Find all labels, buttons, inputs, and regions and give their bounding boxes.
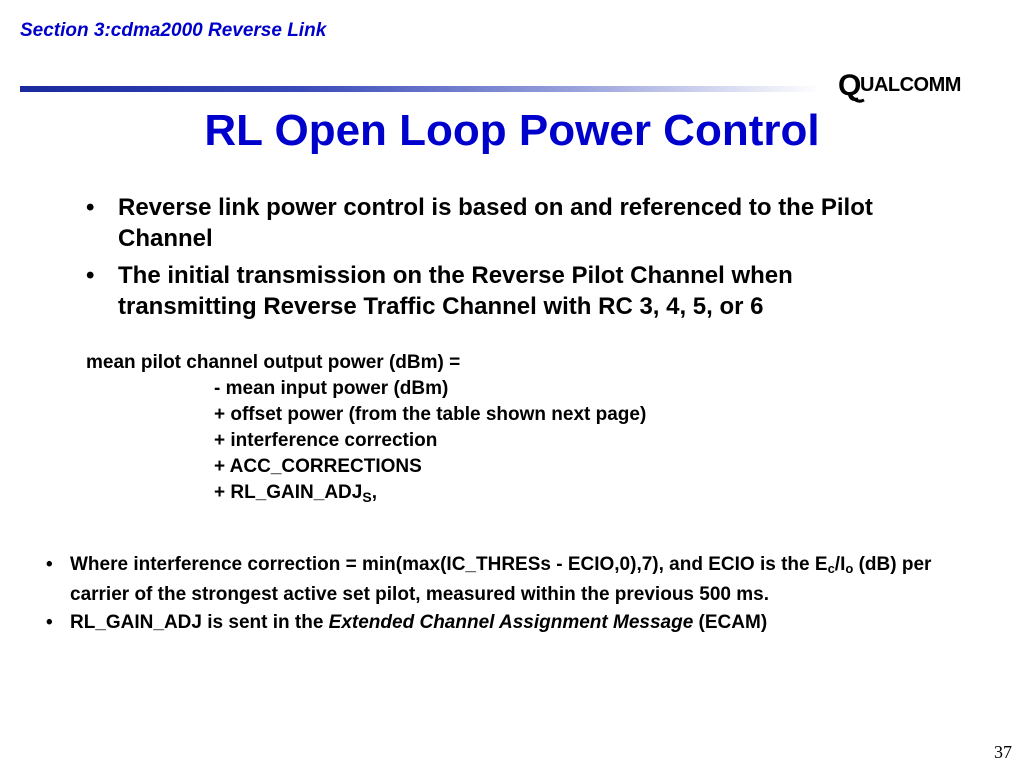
main-bullet-list — [86, 192, 936, 328]
notes-bullet-list — [46, 552, 986, 638]
bullet-icon: • — [46, 612, 53, 633]
formula-subscript: S — [362, 489, 372, 505]
formula-term-text: + RL_GAIN_ADJ — [214, 482, 363, 503]
note-text-part: Where interference correction = min(max(IC_THRESs - ECIO,0),7), and ECIO is the E — [70, 554, 828, 575]
note-text — [70, 612, 767, 633]
list-item — [86, 192, 936, 254]
list-item — [86, 260, 936, 322]
formula-term: - mean input power (dBm) — [214, 378, 449, 399]
formula-term-last — [86, 480, 646, 510]
bullet-text: The initial transmission on the Reverse Pilot Channel when transmitting Reverse Traffic Channel with RC 3, 4, 5, or 6 — [118, 262, 793, 320]
note-subscript: c — [827, 561, 835, 576]
note-text — [70, 554, 931, 605]
page-number: 37 — [994, 742, 1012, 762]
list-item — [46, 552, 986, 608]
section-title: Section 3:cdma2000 Reverse Link — [20, 20, 327, 41]
formula-term-tail: , — [371, 482, 377, 503]
note-subscript: o — [845, 561, 854, 576]
bullet-icon: • — [86, 262, 95, 289]
list-item — [46, 610, 986, 636]
bullet-icon: • — [86, 194, 95, 221]
power-formula — [86, 350, 646, 510]
logo-letter-q: Q — [838, 69, 862, 102]
note-text-part: (dB) per carrier of the strongest active set pilot, measured within the previous 500 ms. — [70, 554, 932, 605]
formula-term: + interference correction — [214, 430, 438, 451]
page-title: RL Open Loop Power Control — [204, 106, 820, 155]
note-text-part: (ECAM) — [693, 612, 768, 633]
note-text-part: /I — [834, 554, 846, 575]
bullet-icon: • — [46, 554, 53, 575]
qualcomm-logo — [836, 62, 996, 106]
header-divider — [20, 86, 820, 92]
note-italic-message-name: Extended Channel Assignment Message — [328, 612, 694, 633]
formula-lhs: mean pilot channel output power (dBm) = — [86, 352, 461, 373]
logo-wordmark: UALCOMM — [860, 74, 961, 96]
formula-term: + ACC_CORRECTIONS — [214, 456, 422, 477]
bullet-text: Reverse link power control is based on and referenced to the Pilot Channel — [118, 194, 873, 252]
note-text-part: RL_GAIN_ADJ is sent in the — [70, 612, 329, 633]
formula-term: + offset power (from the table shown next page) — [214, 404, 647, 425]
